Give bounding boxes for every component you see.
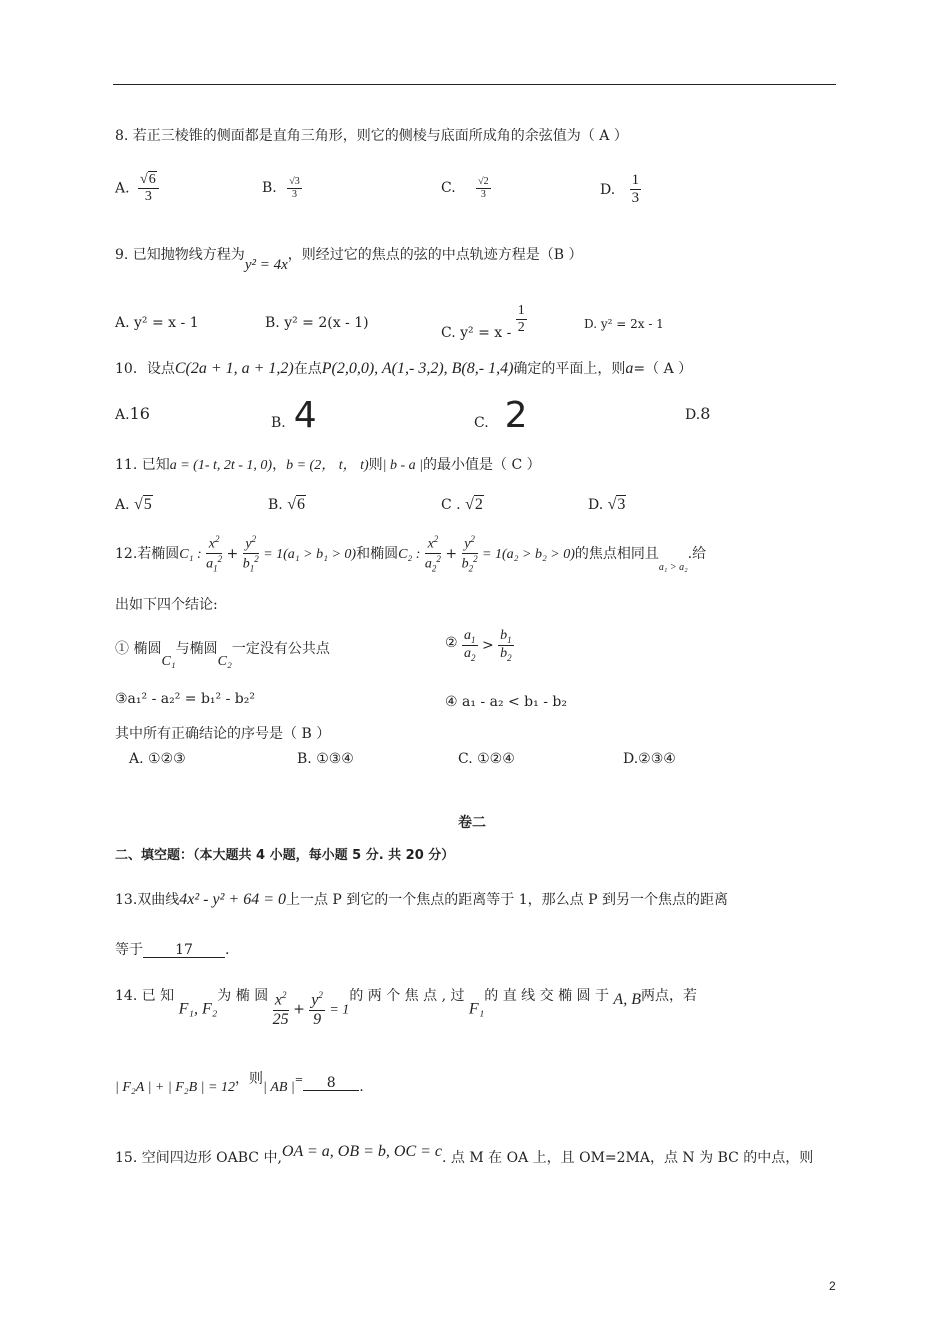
ellipse-c2: C₂ : [398,546,421,562]
option-label: B. [262,180,277,196]
option-label: A. [115,180,130,197]
denominator: 3 [631,190,640,207]
numerator: √3 [289,176,300,187]
q13-line2 [115,943,229,958]
section-heading: 二、填空题：（本大题共 4 小题，每小题 5 分. 共 20 分） [115,848,455,863]
stem-text: 在点 [293,361,322,377]
stem-text: 与椭圆 [175,641,218,657]
stem-text: 等于 [115,942,143,958]
point-c: C(2a + 1, a + 1,2) [174,360,294,377]
fraction: $\frac{y^2}{b_1^2}$ [242,534,259,574]
q12-statement-2: ② $\frac{a_1}{a_2}$ > $\frac{b_1}{b_2}$ [445,628,512,663]
fraction: $\frac{y^2}{b_2^2}$ [461,534,478,574]
page-number: 2 [829,1279,836,1293]
fraction [476,176,491,200]
stem-text: 12.若椭圆 [115,545,180,562]
stem-text: 的最小值是（ C ） [423,457,541,473]
foci: F₁, F₂ [178,1000,218,1018]
fraction [287,176,302,200]
q11-option-d: D. √3 [588,496,626,513]
option-value: 8 [700,404,711,423]
expression: | AB | [262,1080,295,1095]
points-ab: A, B [613,990,641,1008]
condition: = 1(a₁ > b₁ > 0) [263,546,357,562]
stem-text: ② [445,634,458,651]
denominator: 3 [480,188,486,200]
q11-stem [115,458,541,473]
ellipse-c2: C₂ [217,654,232,669]
stem-text: 13.双曲线 [115,892,180,908]
stem-text: ，则 [234,1071,263,1087]
q10-stem [115,361,692,377]
q11-option-c: C . √2 [441,496,483,513]
condition: a₁ > a₂ [658,561,688,573]
fraction [516,303,527,336]
stem-text: 的 直 线 交 椭 圆 于 [484,987,609,1004]
condition: = 1(a₂ > b₂ > 0) [482,546,575,562]
vectors: OA = a, OB = b, OC = c [281,1143,443,1160]
answer-text: =（ A ） [633,361,693,377]
q8-option-c [441,176,491,200]
q14-stem: 14. 已 知 F₁, F₂为 椭 圆 $\frac{x^2}{25}$ + $\frac{y^2}{9}$ = 1的 两 个 焦 点 , 过 F₁的 直 线 交 椭 圆 于 A, B两点，若 [115,987,697,1028]
q12-statement-3: ③a₁² - a₂² = b₁² - b₂² [115,691,255,707]
denominator: 3 [144,189,152,205]
stem-text: 10．设点 [115,361,175,377]
q12-statement-4: ④ a₁ - a₂ < b₁ - b₂ [445,694,567,710]
q10-option-b [271,395,317,436]
radicand: 6 [296,496,305,513]
stem-text: 上一点 P 到它的一个焦点的距离等于 1，那么点 P 到另一个焦点的距离 [285,892,728,908]
option-label: B. [268,497,283,513]
numerator: √2 [478,176,489,187]
equals: = [294,1075,304,1086]
option-label: D. [685,407,701,423]
fraction: $\frac{x^2}{25}$ [272,990,289,1028]
variable: a [625,360,634,377]
fraction: $\frac{√6}{3}$ [138,172,159,205]
q8-option-a [115,172,159,205]
ellipse-c1: C₁ : [179,546,202,562]
stem-text: 确定的平面上，则 [513,361,626,377]
option-value: 16 [129,404,150,423]
condition: | F₂A | + | F₂B | = 12 [115,1080,235,1095]
stem-text: 的 两 个 焦 点 , 过 [349,987,465,1004]
q12-option-b: B. ①③④ [297,751,354,767]
denominator: 2 [517,320,525,336]
fraction: $\frac{x^2}{a_1^2}$ [206,534,223,574]
fraction: $\frac{x^2}{a_2^2}$ [424,534,441,574]
option-label: D. [588,497,604,513]
radicand: 6 [148,172,156,187]
stem-text: . [225,942,230,958]
stem-text: 11. 已知 [115,457,170,473]
answer-blank: 8 [303,1076,359,1091]
parabola-equation: y² = 4x [244,257,288,273]
q8-stem: 8. 若正三棱锥的侧面都是直角三角形，则它的侧棱与底面所成角的余弦值为（ A ） [115,128,628,144]
stem-text: ① 椭圆 [115,641,162,657]
q12-line2: 出如下四个结论: [115,597,218,613]
fraction: $\frac{b_1}{b_2}$ [500,628,512,663]
stem-text: 两点，若 [640,987,697,1004]
q8-option-d [600,172,641,208]
stem-text: 15. 空间四边形 OABC 中, [115,1150,282,1166]
q12-option-c: C. ①②④ [458,751,515,767]
stem-text: 14. 已 知 [115,987,175,1004]
q9-option-d: D. y² = 2x - 1 [584,317,664,331]
numerator: 1 [630,172,642,190]
option-label: A. [115,497,130,513]
option-text: C. y² = x - [441,324,512,341]
q10-option-d [685,406,710,422]
stem-text: .给 [687,545,707,562]
option-label: C. [441,180,456,196]
q11-option-a: A. √5 [115,496,152,513]
hyperbola-equation: 4x² - y² + 64 = 0 [179,891,286,908]
ellipse-c1: C₁ [161,654,176,669]
radicand: 2 [474,496,483,513]
option-label: C . [441,497,461,513]
q12-question: 其中所有正确结论的序号是（ B ） [115,726,331,742]
answer-blank: 17 [143,943,225,958]
q10-option-a [115,406,150,422]
fraction: $\frac{a_1}{a_2}$ [464,628,476,663]
vector-b: b = (2， t， t) [286,458,369,473]
radicand: 5 [143,496,152,513]
q14-line2 [115,1071,364,1095]
q13-stem [115,892,728,908]
fraction [630,172,642,208]
expression: | b - a | [382,458,424,473]
q9-option-b: B. y² = 2(x - 1) [265,315,369,331]
numerator: 1 [516,303,527,320]
radicand: 3 [617,496,626,513]
points: P(2,0,0), A(1,- 3,2), B(8,- 1,4) [321,360,514,377]
option-label: D. [600,181,616,198]
option-label: A. [115,407,130,423]
stem-text: . [359,1079,364,1095]
equation: = 1 [329,1002,350,1018]
stem-text: 一定没有公共点 [231,641,330,657]
stem-text: 和椭圆 [356,545,399,562]
stem-text: 则 [368,457,383,473]
top-rule [113,84,836,85]
q9-stem [115,247,583,273]
option-label: B. [271,415,286,431]
q11-option-b: B. √6 [268,496,305,513]
denominator: 3 [291,188,297,200]
section-title: 卷二 [458,815,486,831]
q12-stem: 12.若椭圆C₁ : $\frac{x^2}{a_1^2}$ + $\frac{y^2}{b_1^2}$ = 1(a₁ > b₁ > 0)和椭圆C₂ : $\frac{x^2}{a_2^2}$ + $\frac{y^2}{b_2^2}$ = 1(a₂ > b₂ > 0)的焦点相同且$_{a_1 > a_2}$.给 [115,534,707,574]
q12-option-a: A. ①②③ [129,751,186,767]
q8-option-b [262,176,302,200]
option-value: 2 [504,395,528,436]
option-value: 4 [293,395,317,436]
q12-statement-1 [115,641,330,669]
stem-text: . 点 M 在 OA 上，且 OM=2MA，点 N 为 BC 的中点，则 [442,1150,814,1166]
vector-a: a = (1- t, 2t - 1, 0) [169,458,273,473]
q10-option-c [474,395,528,436]
stem-text: 为 椭 圆 [217,987,269,1004]
q12-option-d: D.②③④ [623,751,676,767]
stem-text: ， [272,457,287,473]
q15-stem [115,1143,814,1166]
stem-text: 9. 已知抛物线方程为 [115,247,245,263]
q9-option-c [441,303,527,341]
fraction: $\frac{y^2}{9}$ [311,990,323,1028]
focus-f1: F₁ [468,1000,485,1018]
option-label: C. [474,415,489,431]
q9-option-a: A. y² = x - 1 [115,315,199,331]
stem-text: ，则经过它的焦点的弦的中点轨迹方程是（B ） [287,247,583,263]
stem-text: 的焦点相同且 [574,545,659,562]
